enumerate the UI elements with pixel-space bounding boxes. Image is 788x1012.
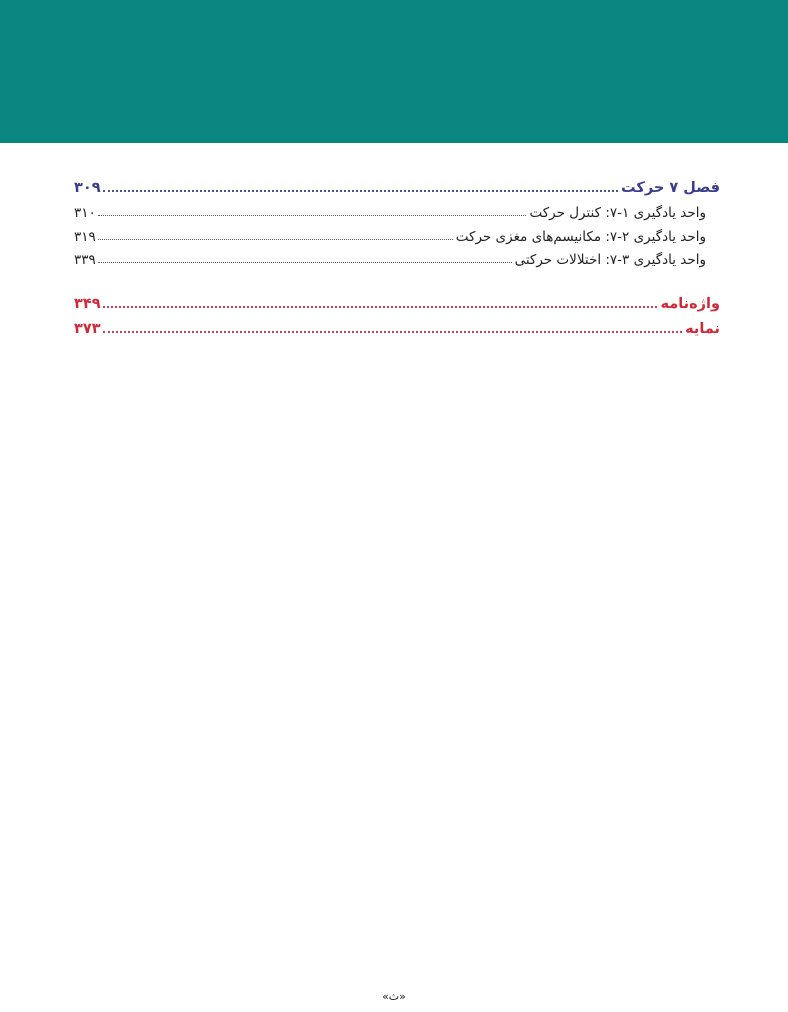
header-band — [0, 0, 788, 143]
toc-chapter-title: فصل ۷ حرکت — [621, 180, 720, 196]
toc-index-page: ۳۷۳ — [74, 321, 101, 337]
page-number-marker: «ث» — [382, 990, 406, 1003]
dot-leader — [103, 190, 618, 192]
toc-unit-page: ۳۱۰ — [74, 205, 96, 221]
dot-leader — [98, 239, 453, 240]
toc-unit-7-1[interactable] — [74, 199, 720, 221]
toc-unit-page: ۳۳۹ — [74, 252, 96, 268]
dot-leader — [103, 331, 683, 333]
dot-leader — [98, 215, 527, 216]
toc-glossary-page: ۳۴۹ — [74, 296, 101, 312]
toc-unit-title: واحد یادگیری ۱-۷: کنترل حرکت — [529, 205, 706, 221]
toc-index[interactable] — [74, 315, 720, 337]
toc-unit-page: ۳۱۹ — [74, 229, 96, 245]
toc-unit-title: واحد یادگیری ۲-۷: مکانیسم‌های مغزی حرکت — [455, 229, 706, 245]
toc-glossary[interactable] — [74, 290, 720, 312]
toc-unit-7-3[interactable] — [74, 246, 720, 268]
toc-glossary-title: واژه‌نامه — [660, 296, 720, 312]
toc-unit-title: واحد یادگیری ۳-۷: اختلالات حرکتی — [514, 252, 706, 268]
toc-unit-7-2[interactable] — [74, 223, 720, 245]
toc-chapter-page: ۳۰۹ — [74, 180, 101, 196]
toc-index-title: نمایه — [685, 321, 720, 337]
dot-leader — [98, 262, 512, 263]
toc-chapter-7[interactable] — [74, 174, 720, 196]
dot-leader — [103, 306, 658, 308]
